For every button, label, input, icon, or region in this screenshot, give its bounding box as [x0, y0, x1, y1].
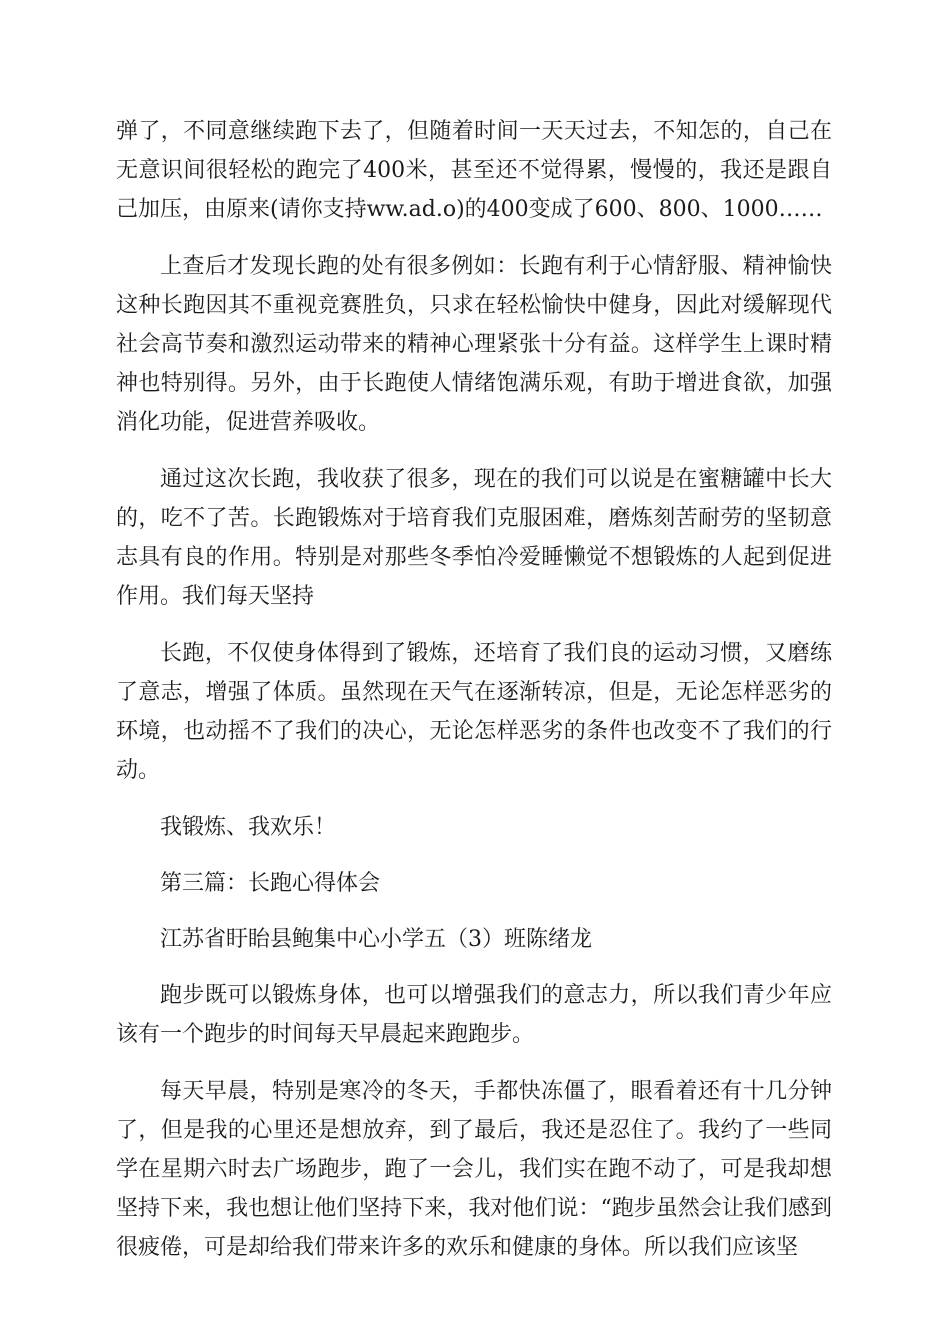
author-line: 江苏省盱眙县鲍集中心小学五（3）班陈绪龙: [160, 927, 592, 952]
paragraph-harvest: 通过这次长跑，我收获了很多，现在的我们可以说是在蜜糖罐中长大的，吃不了苦。长跑锻炼对于培育我们克服困难，磨炼刻苦耐劳的坚韧意志具有良的作用。特别是对那些冬季怕冷爱睡懒觉不想锻炼的人起到促进作用。我们每天坚持: [116, 467, 832, 609]
paragraph-continuation: 弹了，不同意继续跑下去了，但随着时间一天天过去，不知怎的，自己在无意识间很轻松的跑完了400米，甚至还不觉得累，慢慢的，我还是跟自己加压，由原来(请你支持ww.ad.o)的400变成了600、800、1000……: [116, 119, 832, 222]
paragraph-long-run-benefits: 上查后才发现长跑的处有很多例如：长跑有利于心情舒服、精神愉快这种长跑因其不重视竞赛胜负，只求在轻松愉快中健身，因此对缓解现代社会高节奏和激烈运动带来的精神心理紧张十分有益。这样学生上课时精神也特别得。另外，由于长跑使人情绪饱满乐观，有助于增进食欲，加强消化功能，促进营养吸收。: [116, 254, 832, 435]
section-title: 第三篇：长跑心得体会: [160, 871, 381, 896]
paragraph-winter-mornings: 每天早晨，特别是寒冷的冬天，手都快冻僵了，眼看着还有十几分钟了，但是我的心里还是想放弃，到了最后，我还是忍住了。我约了一些同学在星期六时去广场跑步，跑了一会儿，我们实在跑不动了，可是我却想坚持下来，我也想让他们坚持下来，我对他们说：“跑步虽然会让我们感到很疲倦，可是却给我们带来许多的欢乐和健康的身体。所以我们应该坚: [116, 1079, 832, 1260]
paragraph-running-intro: 跑步既可以锻炼身体，也可以增强我们的意志力，所以我们青少年应该有一个跑步的时间每天早晨起来跑跑步。: [116, 983, 832, 1047]
paragraph-slogan: 我锻炼、我欢乐！: [160, 815, 337, 840]
paragraph-persistence: 长跑，不仅使身体得到了锻炼，还培育了我们良的运动习惯，又磨练了意志，增强了体质。虽然现在天气在逐渐转凉，但是，无论怎样恶劣的环境，也动摇不了我们的决心，无论怎样恶劣的条件也改变不了我们的行动。: [116, 641, 832, 783]
document-body: [116, 112, 832, 1285]
